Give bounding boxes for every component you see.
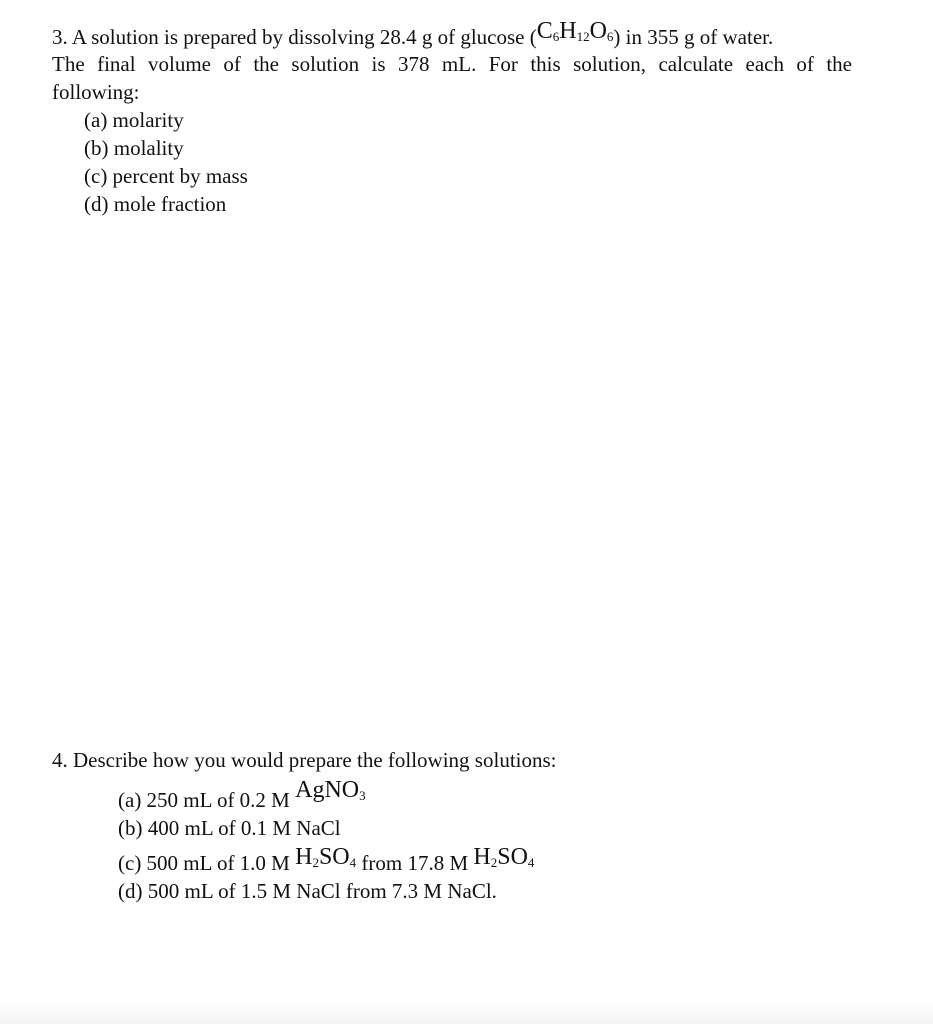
glucose-formula: [537, 17, 614, 45]
q3-line1-suffix: ) in 355 g of water.: [613, 25, 774, 49]
formula-o: O: [589, 18, 607, 44]
h2so4-1-h-sub: 2: [312, 855, 319, 870]
q3-part-b: (b) molality: [84, 136, 184, 160]
q4-heading: 4. Describe how you would prepare the following solutions:: [52, 748, 557, 772]
agno3-formula: [295, 776, 366, 804]
h2so4-2-so-sub: 4: [527, 855, 535, 870]
q3-part-c: (c) percent by mass: [84, 164, 248, 188]
page-bottom-edge: [0, 1002, 933, 1024]
h2so4-formula-2: [473, 843, 534, 871]
q3-line-3: following:: [52, 80, 140, 104]
q4-part-b: (b) 400 mL of 0.1 M NaCl: [118, 816, 341, 840]
q4-a-text: (a) 250 mL of 0.2 M: [118, 788, 296, 812]
h2so4-2-so: SO: [497, 844, 528, 870]
q3-line-1: [52, 18, 774, 51]
q3-part-d: (d) mole fraction: [84, 192, 227, 216]
h2so4-1-h: H: [295, 844, 313, 870]
q4-c-text-2: from 17.8 M: [356, 851, 474, 875]
formula-c-sub: 6: [552, 29, 560, 44]
h2so4-1-so-sub: 4: [349, 855, 357, 870]
q3-line-2: The final volume of the solution is 378 mL. For this solution, calculate each of the: [52, 52, 852, 76]
agno3-sub: 3: [359, 788, 366, 803]
formula-h-sub: 12: [576, 29, 590, 44]
q4-c-text-1: (c) 500 mL of 1.0 M: [118, 851, 296, 875]
h2so4-formula-1: [295, 843, 356, 871]
q4-part-d: (d) 500 mL of 1.5 M NaCl from 7.3 M NaCl.: [118, 879, 497, 903]
q3-part-a: (a) molarity: [84, 108, 184, 132]
agno3-main: AgNO: [295, 777, 360, 803]
formula-h: H: [559, 18, 577, 44]
formula-c: C: [536, 18, 553, 44]
formula-o-sub: 6: [606, 29, 614, 44]
h2so4-2-h: H: [473, 844, 491, 870]
q4-part-c: [118, 844, 535, 877]
q3-line1-prefix: 3. A solution is prepared by dissolving 28.4 g of glucose (: [52, 25, 537, 49]
h2so4-1-so: SO: [318, 844, 350, 870]
h2so4-2-h-sub: 2: [490, 855, 498, 870]
q4-part-a: [118, 777, 366, 814]
